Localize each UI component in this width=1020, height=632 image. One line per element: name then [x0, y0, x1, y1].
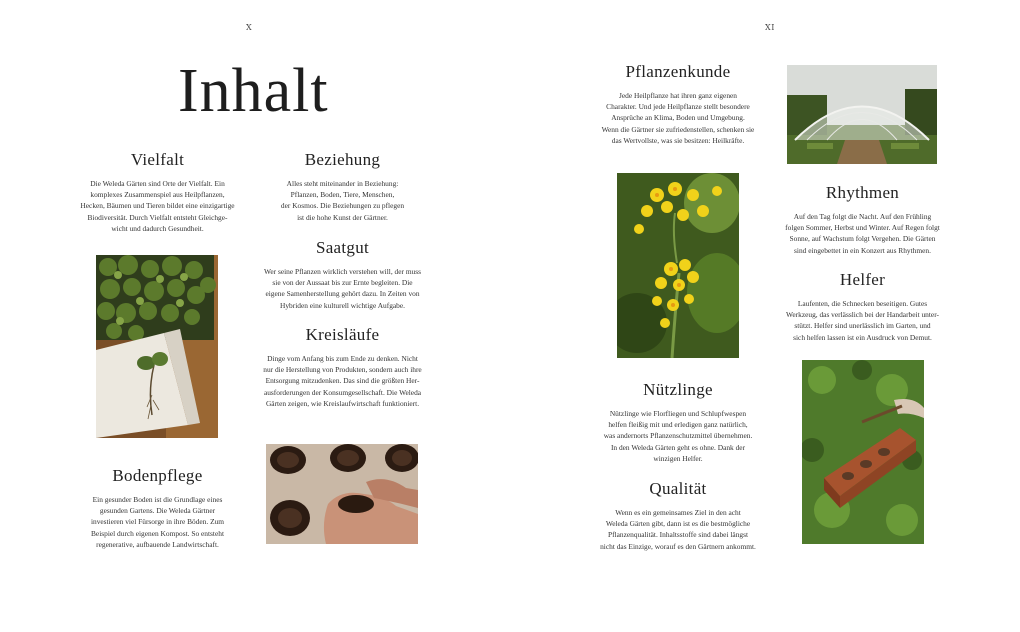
section-helfer	[760, 270, 965, 343]
section-bodenpflege	[60, 466, 255, 550]
section-title: Rhythmen	[825, 183, 900, 202]
section-title: Kreisläufe	[305, 325, 380, 344]
section-beziehung	[250, 150, 435, 223]
page-number-right: XI	[765, 23, 775, 32]
section-qualitaet	[578, 479, 778, 552]
photo-greenhouse	[787, 65, 937, 164]
section-pflanzenkunde	[578, 62, 778, 146]
photo-primrose-flowers	[617, 173, 739, 358]
page-title: Inhalt	[178, 57, 329, 125]
photo-compost-hands	[266, 444, 418, 544]
section-text: Die Weleda Gärten sind Orte der Vielfalt. Ein komplexes Zusammenspiel aus Heilpflanzen, Hecken, Bäumen und Tieren bildet eine einzigartige Biodiversität. Durch Vielfalt entsteht Gleichge- wicht und dadurch Gesundheit.	[80, 179, 235, 233]
photo-toolbox-grass	[802, 360, 924, 544]
section-text: Laufenten, die Schnecken beseitigen. Gutes Werkzeug, das verlässlich bei der Handarbeit unter- stützt. Helfer sind unerlässlich im Garten, und sich helfen lassen ist ein Ausdruck von Demut.	[786, 299, 939, 342]
section-title: Helfer	[839, 270, 886, 289]
section-text: Nützlinge wie Florfliegen und Schlupfwespen helfen fleißig mit und erledigen ganz natürlich, was andernorts Pflanzenschutzmittel übernehmen. In den Weleda Gärten geht es ohne. Dank der winzigen Helfer.	[603, 409, 753, 463]
section-text: Wer seine Pflanzen wirklich verstehen will, der muss sie von der Aussaat bis zur Ernte begleiten. Die eigene Samenherstellung gehört dazu. In Zeiten von Hybriden eine kulturell wichtige Aufgabe.	[263, 267, 422, 310]
photo-seedlings-book	[96, 255, 218, 438]
section-title: Beziehung	[304, 150, 381, 169]
section-text: Jede Heilpflanze hat ihren ganz eigenen Charakter. Und jede Heilpflanze stellt besondere Ansprüche an Klima, Boden und Umgebung. Wenn die Gärtner sie zufriedenstellen, schenken sie das Wertvollste, was sie besitzen: Heilkräfte.	[601, 91, 755, 145]
section-title: Saatgut	[315, 238, 370, 257]
section-text: Wenn es ein gemeinsames Ziel in den acht Weleda Gärten gibt, dann ist es die bestmögliche Pflanzenqualität. Inhaltsstoffe sind dabei längst nicht das Einzige, worauf es den Gärtnern ankommt.	[600, 508, 756, 551]
section-nuetzlinge	[578, 380, 778, 464]
section-vielfalt	[60, 150, 255, 234]
section-title: Vielfalt	[130, 150, 185, 169]
section-saatgut	[250, 238, 435, 311]
section-text: Ein gesunder Boden ist die Grundlage eines gesunden Gartens. Die Weleda Gärtner investieren viel Fürsorge in ihre Böden. Zum Beispiel durch eigenen Kompost. So entsteht regenerative, aufbauende Landwirtschaft.	[90, 495, 225, 549]
section-text: Auf den Tag folgt die Nacht. Auf den Frühling folgen Sommer, Herbst und Winter. Auf Regen folgt Sonne, auf Wachstum folgt Vergehen. Die Gärten sind eingebettet in ein Konzert aus Rhythmen.	[785, 212, 940, 255]
section-text: Dinge vom Anfang bis zum Ende zu denken. Nicht nur die Herstellung von Produkten, sondern auch ihre Entsorgung mitzudenken. Das sind die größten Her- ausforderungen der Konsumgesellschaft. Die Weleda Gärten zeigen, wie Kreislaufwirtschaft funktioniert.	[263, 354, 422, 408]
section-title: Pflanzenkunde	[625, 62, 731, 81]
section-title: Bodenpflege	[112, 466, 203, 485]
section-title: Nützlinge	[643, 380, 713, 399]
page-number-left: X	[246, 23, 253, 32]
section-text: Alles steht miteinander in Beziehung: Pflanzen, Boden, Tiere, Menschen, der Kosmos. Die Beziehungen zu pflegen ist die hohe Kunst der Gärtner.	[280, 179, 405, 222]
section-rhythmen	[760, 183, 965, 256]
section-title: Qualität	[649, 479, 707, 498]
section-kreislaeufe	[250, 325, 435, 409]
